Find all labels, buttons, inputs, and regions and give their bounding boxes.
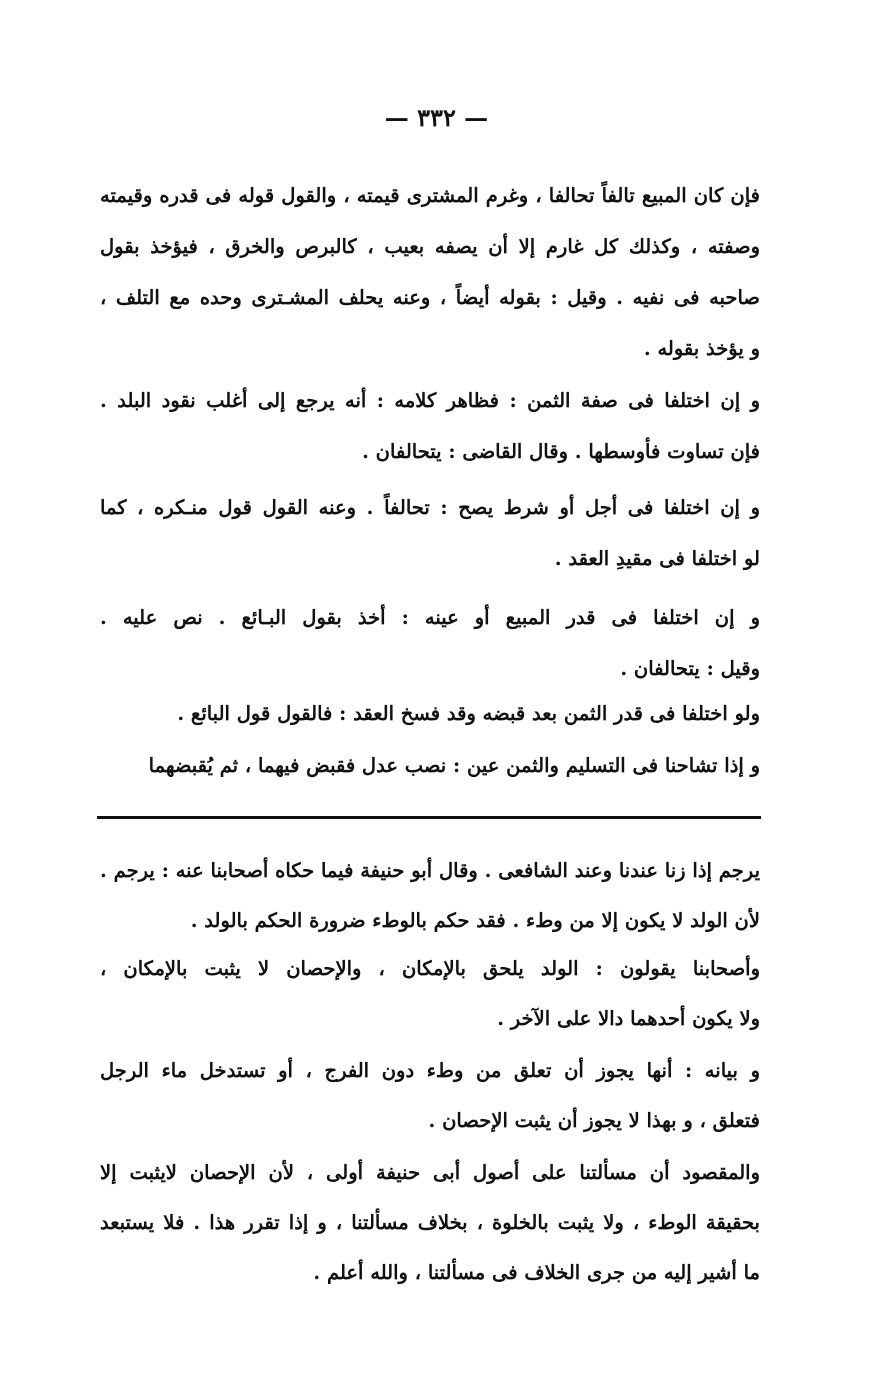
paragraph <box>100 482 760 584</box>
paragraph <box>100 944 760 1044</box>
text-line: فتعلق ، و بهذا لا يجوز أن يثبت الإحصان . <box>428 1109 760 1132</box>
text-line: يرجم إذا زنا عندنا وعند الشافعى . وقال أبو حنيفة فيما حكاه أصحابنا عنه : يرجم . <box>100 859 760 882</box>
text-line: ما أشير إليه من جرى الخلاف فى مسألتنا ، والله أعلم . <box>313 1261 760 1284</box>
paragraph <box>100 592 760 694</box>
text-line: وقيل : يتحالفان . <box>620 657 760 680</box>
text-line: ولا يكون أحدهما دالا على الآخر . <box>497 1007 760 1030</box>
text-line: فإن تساوت فأوسطها . وقال القاضى : يتحالفان . <box>362 440 760 463</box>
text-line: لأن الولد لا يكون إلا من وطء . فقد حكم بالوطء ضرورة الحكم بالولد . <box>190 909 760 932</box>
paragraph <box>100 170 760 374</box>
paragraph <box>100 740 760 791</box>
text-line: و يؤخذ بقوله . <box>643 337 760 360</box>
text-line: و إن اختلفا فى صفة الثمن : فظاهر كلامه : أنه يرجع إلى أغلب نقود البلد . <box>100 389 760 412</box>
footnote-divider <box>97 816 761 819</box>
text-line: وأصحابنا يقولون : الولد يلحق بالإمكان ، والإحصان لا يثبت بالإمكان ، <box>100 957 760 980</box>
paragraph <box>100 375 760 477</box>
page-number: — ٣٣٢ — <box>384 103 489 132</box>
text-line: و إن اختلفا فى قدر المبيع أو عينه : أخذ بقول البـائع . نص عليه . <box>100 606 760 629</box>
paragraph <box>100 1148 760 1298</box>
text-line: و إن اختلفا فى أجل أو شرط يصح : تحالفاً . وعنه القول قول منـكره ، كما <box>100 496 760 519</box>
text-line: وصفته ، وكذلك كل غارم إلا أن يصفه بعيب ، كالبرص والخرق ، فيؤخذ بقول <box>100 235 760 258</box>
text-line: ولو اختلفا فى قدر الثمن بعد قبضه وقد فسخ العقد : فالقول قول البائع . <box>177 702 760 725</box>
paragraph <box>100 688 760 739</box>
text-line: و بيانه : أنها يجوز أن تعلق من وطء دون الفرج ، أو تستدخل ماء الرجل <box>100 1059 760 1082</box>
text-line: بحقيقة الوطء ، ولا يثبت بالخلوة ، بخلاف مسألتنا ، و إذا تقرر هذا . فلا يستبعد <box>100 1211 760 1234</box>
paragraph <box>100 1046 760 1146</box>
text-line: صاحبه فى نفيه . وقيل : بقوله أيضاً ، وعنه يحلف المشـترى وحده مع التلف ، <box>100 286 760 309</box>
text-line: لو اختلفا فى مقيدِ العقد . <box>554 547 760 570</box>
text-line: فإن كان المبيع تالفاً تحالفا ، وغرم المشترى قيمته ، والقول قوله فى قدره وقيمته <box>100 184 760 207</box>
text-line: والمقصود أن مسألتنا على أصول أبى حنيفة أولى ، لأن الإحصان لايثبت إلا <box>100 1161 760 1184</box>
paragraph <box>100 846 760 946</box>
text-line: و إذا تشاحنا فى التسليم والثمن عين : نصب عدل فقبض فيهما ، ثم يُقبضهما <box>148 754 760 777</box>
